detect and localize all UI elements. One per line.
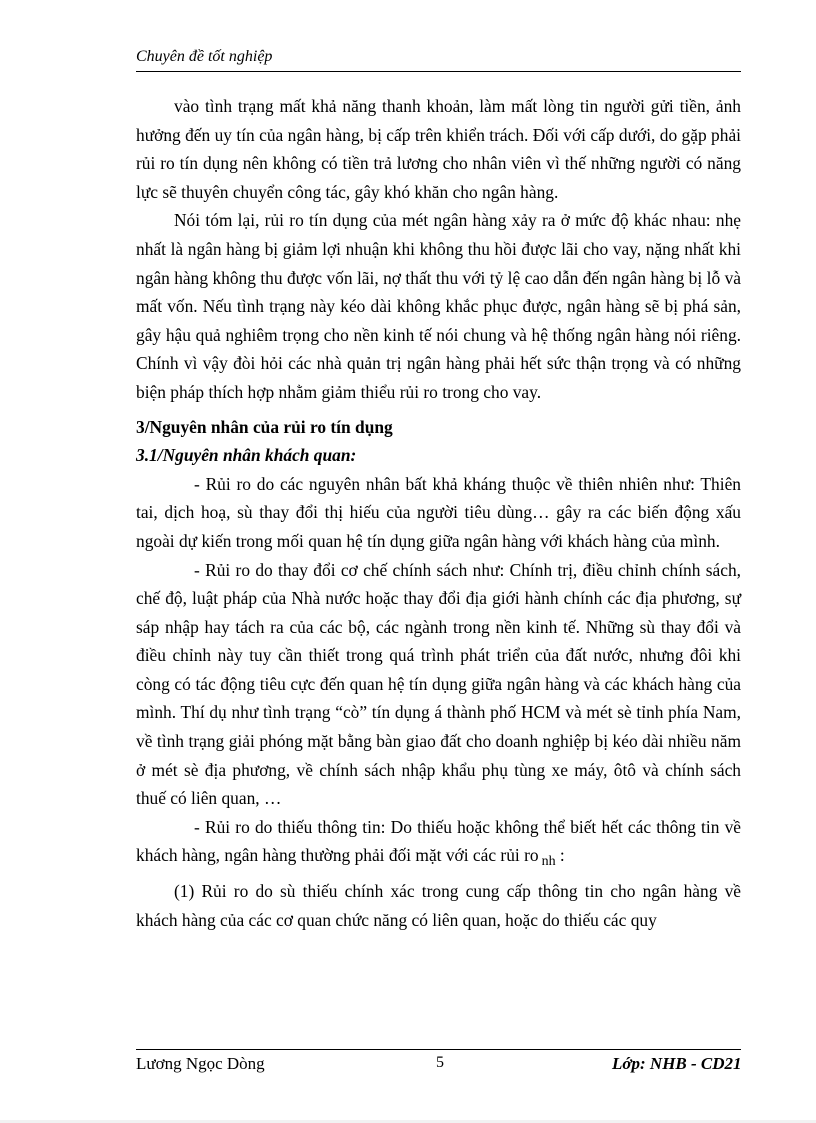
running-header: Chuyên đề tốt nghiệp bbox=[136, 48, 273, 65]
lack-of-info-text: - Rủi ro do thiếu thông tin: Do thiếu hoặc không thể biết hết các thông tin về khách hàng, ngân hàng thường phải đối mặt với các rủi ro bbox=[136, 816, 741, 866]
header-rule bbox=[136, 71, 741, 72]
paragraph-policy-change: - Rủi ro do thay đổi cơ chế chính sách như: Chính trị, điều chỉnh chính sách, chế độ, luật pháp của Nhà nước hoặc thay đổi địa giới hành chính các địa phương, sự sáp nhập hay tách ra của các bộ, các ngành trong nền kinh tế. Những sù thay đổi và điều chỉnh này tuy cần thiết trong quá trình phát triển của đất nước, nhưng đôi khi còng có tác động tiêu cực đến quan hệ tín dụng giữa ngân hàng và các khách hàng của mình. Thí dụ như tình trạng “cò” tín dụng á thành phố HCM và mét sè tỉnh phía Nam, về tình trạng giải phóng mặt bằng bàn giao đất cho doanh nghiệp bị kéo dài nhiều năm ở mét sè địa phương, về chính sách nhập khẩu phụ tùng xe máy, ôtô và chính sách thuế có liên quan, … bbox=[136, 559, 741, 809]
footer-rule bbox=[136, 1049, 741, 1050]
footer-class: Lớp: NHB - CD21 bbox=[612, 1054, 742, 1073]
footer-author: Lương Ngọc Dòng bbox=[136, 1054, 265, 1073]
section-heading: 3/Nguyên nhân của rủi ro tín dụng bbox=[136, 416, 393, 437]
lack-of-info-tag: nh bbox=[541, 854, 556, 870]
lack-of-info-end: : bbox=[555, 845, 565, 866]
paragraph-info-accuracy: (1) Rủi ro do sù thiếu chính xác trong cung cấp thông tin cho ngân hàng về khách hàng của các cơ quan chức năng có liên quan, hoặc do thiếu các quy bbox=[136, 881, 741, 930]
paragraph-force-majeure: - Rủi ro do các nguyên nhân bất khả kháng thuộc về thiên nhiên như: Thiên tai, dịch hoạ, sù thay đổi thị hiếu của người tiêu dùng… gây ra các biến động xấu ngoài dự kiến trong mối quan hệ tín dụng giữa ngân hàng với khách hàng của mình. bbox=[136, 473, 741, 551]
paragraph-summary: Nói tóm lại, rủi ro tín dụng của mét ngân hàng xảy ra ở mức độ khác nhau: nhẹ nhất là ngân hàng bị giảm lợi nhuận khi không thu hồi được lãi cho vay, nặng nhất khi ngân hàng không thu được vốn lãi, nợ thất thu với tỷ lệ cao dẫn đến ngân hàng bị lỗ và mất vốn. Nếu tình trạng này kéo dài không khắc phục được, ngân hàng sẽ bị phá sản, gây hậu quả nghiêm trọng cho nền kinh tế nói chung và hệ thống ngân hàng nói riêng. Chính vì vậy đòi hỏi các nhà quản trị ngân hàng phải hết sức thận trọng và có những biện pháp thích hợp nhằm giảm thiểu rủi ro trong cho vay. bbox=[136, 210, 741, 402]
subsection-heading: 3.1/Nguyên nhân khách quan: bbox=[136, 445, 357, 466]
page-number: 5 bbox=[436, 1054, 444, 1071]
paragraph-consequence-cont: vào tình trạng mất khả năng thanh khoản, làm mất lòng tin người gửi tiền, ảnh hưởng đến uy tín của ngân hàng, bị cấp trên khiển trách. Đối với cấp dưới, do gặp phải rủi ro tín dụng nên không có tiền trả lương cho nhân viên vì thế những người có năng lực sẽ thuyên chuyển công tác, gây khó khăn cho ngân hàng. bbox=[136, 96, 741, 202]
page-body bbox=[136, 92, 741, 934]
paragraph-lack-of-info bbox=[136, 813, 741, 877]
